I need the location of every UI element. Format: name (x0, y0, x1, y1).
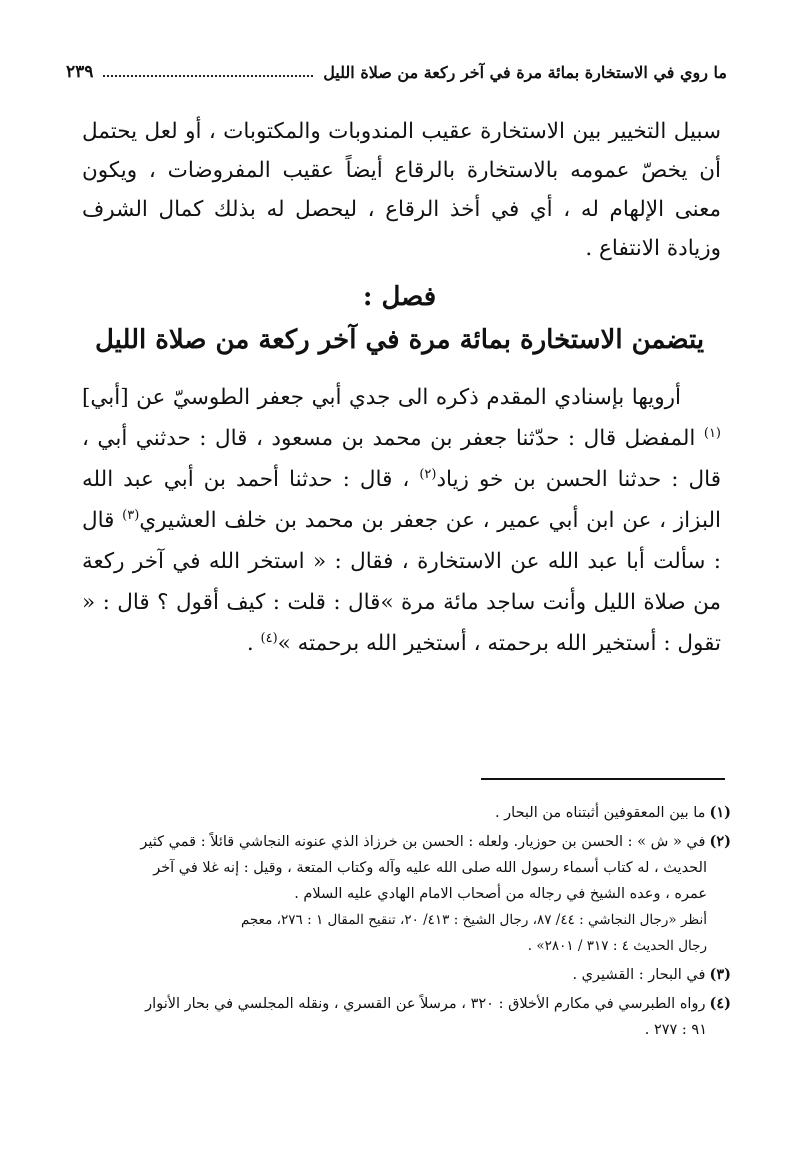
footnote-number: (٤) (709, 995, 731, 1012)
narration-part-1: أرويها بإسنادي المقدم ذكره الى جدي أبي جعفر الطوسيّ عن [أبي] (82, 385, 681, 410)
footnote-number: (٢) (709, 833, 731, 850)
footnote-ref-4[interactable]: (٤) (260, 630, 278, 646)
footnote-2 (80, 829, 731, 959)
footnote-text-line: ٩١ : ٢٧٧ . (644, 1022, 707, 1038)
footnote-3 (80, 962, 731, 988)
footnote-reference-line: رجال الحديث ٤ : ٣١٧ / ٢٨٠١» . (527, 938, 707, 954)
footnote-text: ما بين المعقوفين أثبتناه من البحار . (494, 805, 706, 821)
narration-part-5: . (246, 631, 261, 656)
running-header (66, 54, 727, 90)
footnote-1 (80, 800, 731, 826)
header-dot-leader (103, 67, 313, 77)
paragraph-narration (82, 377, 721, 664)
footnote-number: (٣) (709, 966, 731, 983)
footnote-ref-2[interactable]: (٢) (419, 466, 437, 482)
footnotes-section (80, 800, 731, 1046)
footnote-text: رواه الطبرسي في مكارم الأخلاق : ٣٢٠ ، مرسلاً عن القسري ، ونقله المجلسي في بحار الأنوار (145, 996, 706, 1012)
footnote-4 (80, 991, 731, 1043)
footnote-ref-1[interactable]: (١) (703, 425, 721, 441)
footnote-separator (481, 778, 725, 780)
footnote-text: في « ش » : الحسن بن حوزيار. ولعله : الحسن بن خرزاذ الذي عنونه النجاشي قائلاً : قمي كثير (140, 834, 706, 850)
narration-part-2: المفضل قال : حدّثنا جعفر بن محمد بن مسعود ، قال : حدثني أبي ، قال : حدثنا الحسن بن خو زياد (82, 426, 721, 492)
footnote-ref-3[interactable]: (٣) (122, 507, 140, 523)
footnote-text-line: عمره ، وعده الشيخ في رجاله من أصحاب الامام الهادي عليه السلام . (294, 886, 707, 902)
footnote-number: (١) (709, 804, 731, 821)
footnote-text-line: الحديث ، له كتاب أسماء رسول الله صلى الله عليه وآله وكتاب المتعة ، وقيل : إنه غلا في آخر (153, 860, 707, 876)
narration-part-3: ، قال : حدثنا أحمد بن أبي عبد الله البزاز ، عن ابن أبي عمير ، عن جعفر بن محمد بن خلف العشيري (82, 467, 721, 533)
footnote-reference-line: أنظر «رجال النجاشي : ٤٤/ ٨٧، رجال الشيخ : ٤١٣/ ٢٠، تنقيح المقال ١ : ٢٧٦، معجم (240, 912, 707, 928)
footnote-text: في البحار : القشيري . (572, 967, 706, 983)
section-label: فصل : (362, 282, 437, 312)
running-header-title: ما روي في الاستخارة بمائة مرة في آخر ركعة من صلاة الليل (323, 62, 727, 82)
narration-part-4: قال : سألت أبا عبد الله عن الاستخارة ، فقال : « استخر الله في آخر ركعة من صلاة الليل وأنت ساجد مائة مرة »قال : قلت : كيف أقول ؟ قال : « تقول : أستخير الله برحمته ، أستخير الله برحمته » (82, 508, 721, 656)
section-title: يتضمن الاستخارة بمائة مرة في آخر ركعة من صلاة الليل (94, 325, 705, 355)
paragraph-continuation: سبيل التخيير بين الاستخارة عقيب المندوبات والمكتوبات ، أو لعل يحتمل أن يخصّ عمومه بالاستخارة بالرقاع أيضاً عقيب المفروضات ، ويكون معنى الإلهام له ، أي في أخذ الرقاع ، ليحصل له بذلك كمال الشرف وزيادة الانتفاع . (82, 119, 721, 261)
page-number: ٢٣٩ (66, 62, 94, 82)
